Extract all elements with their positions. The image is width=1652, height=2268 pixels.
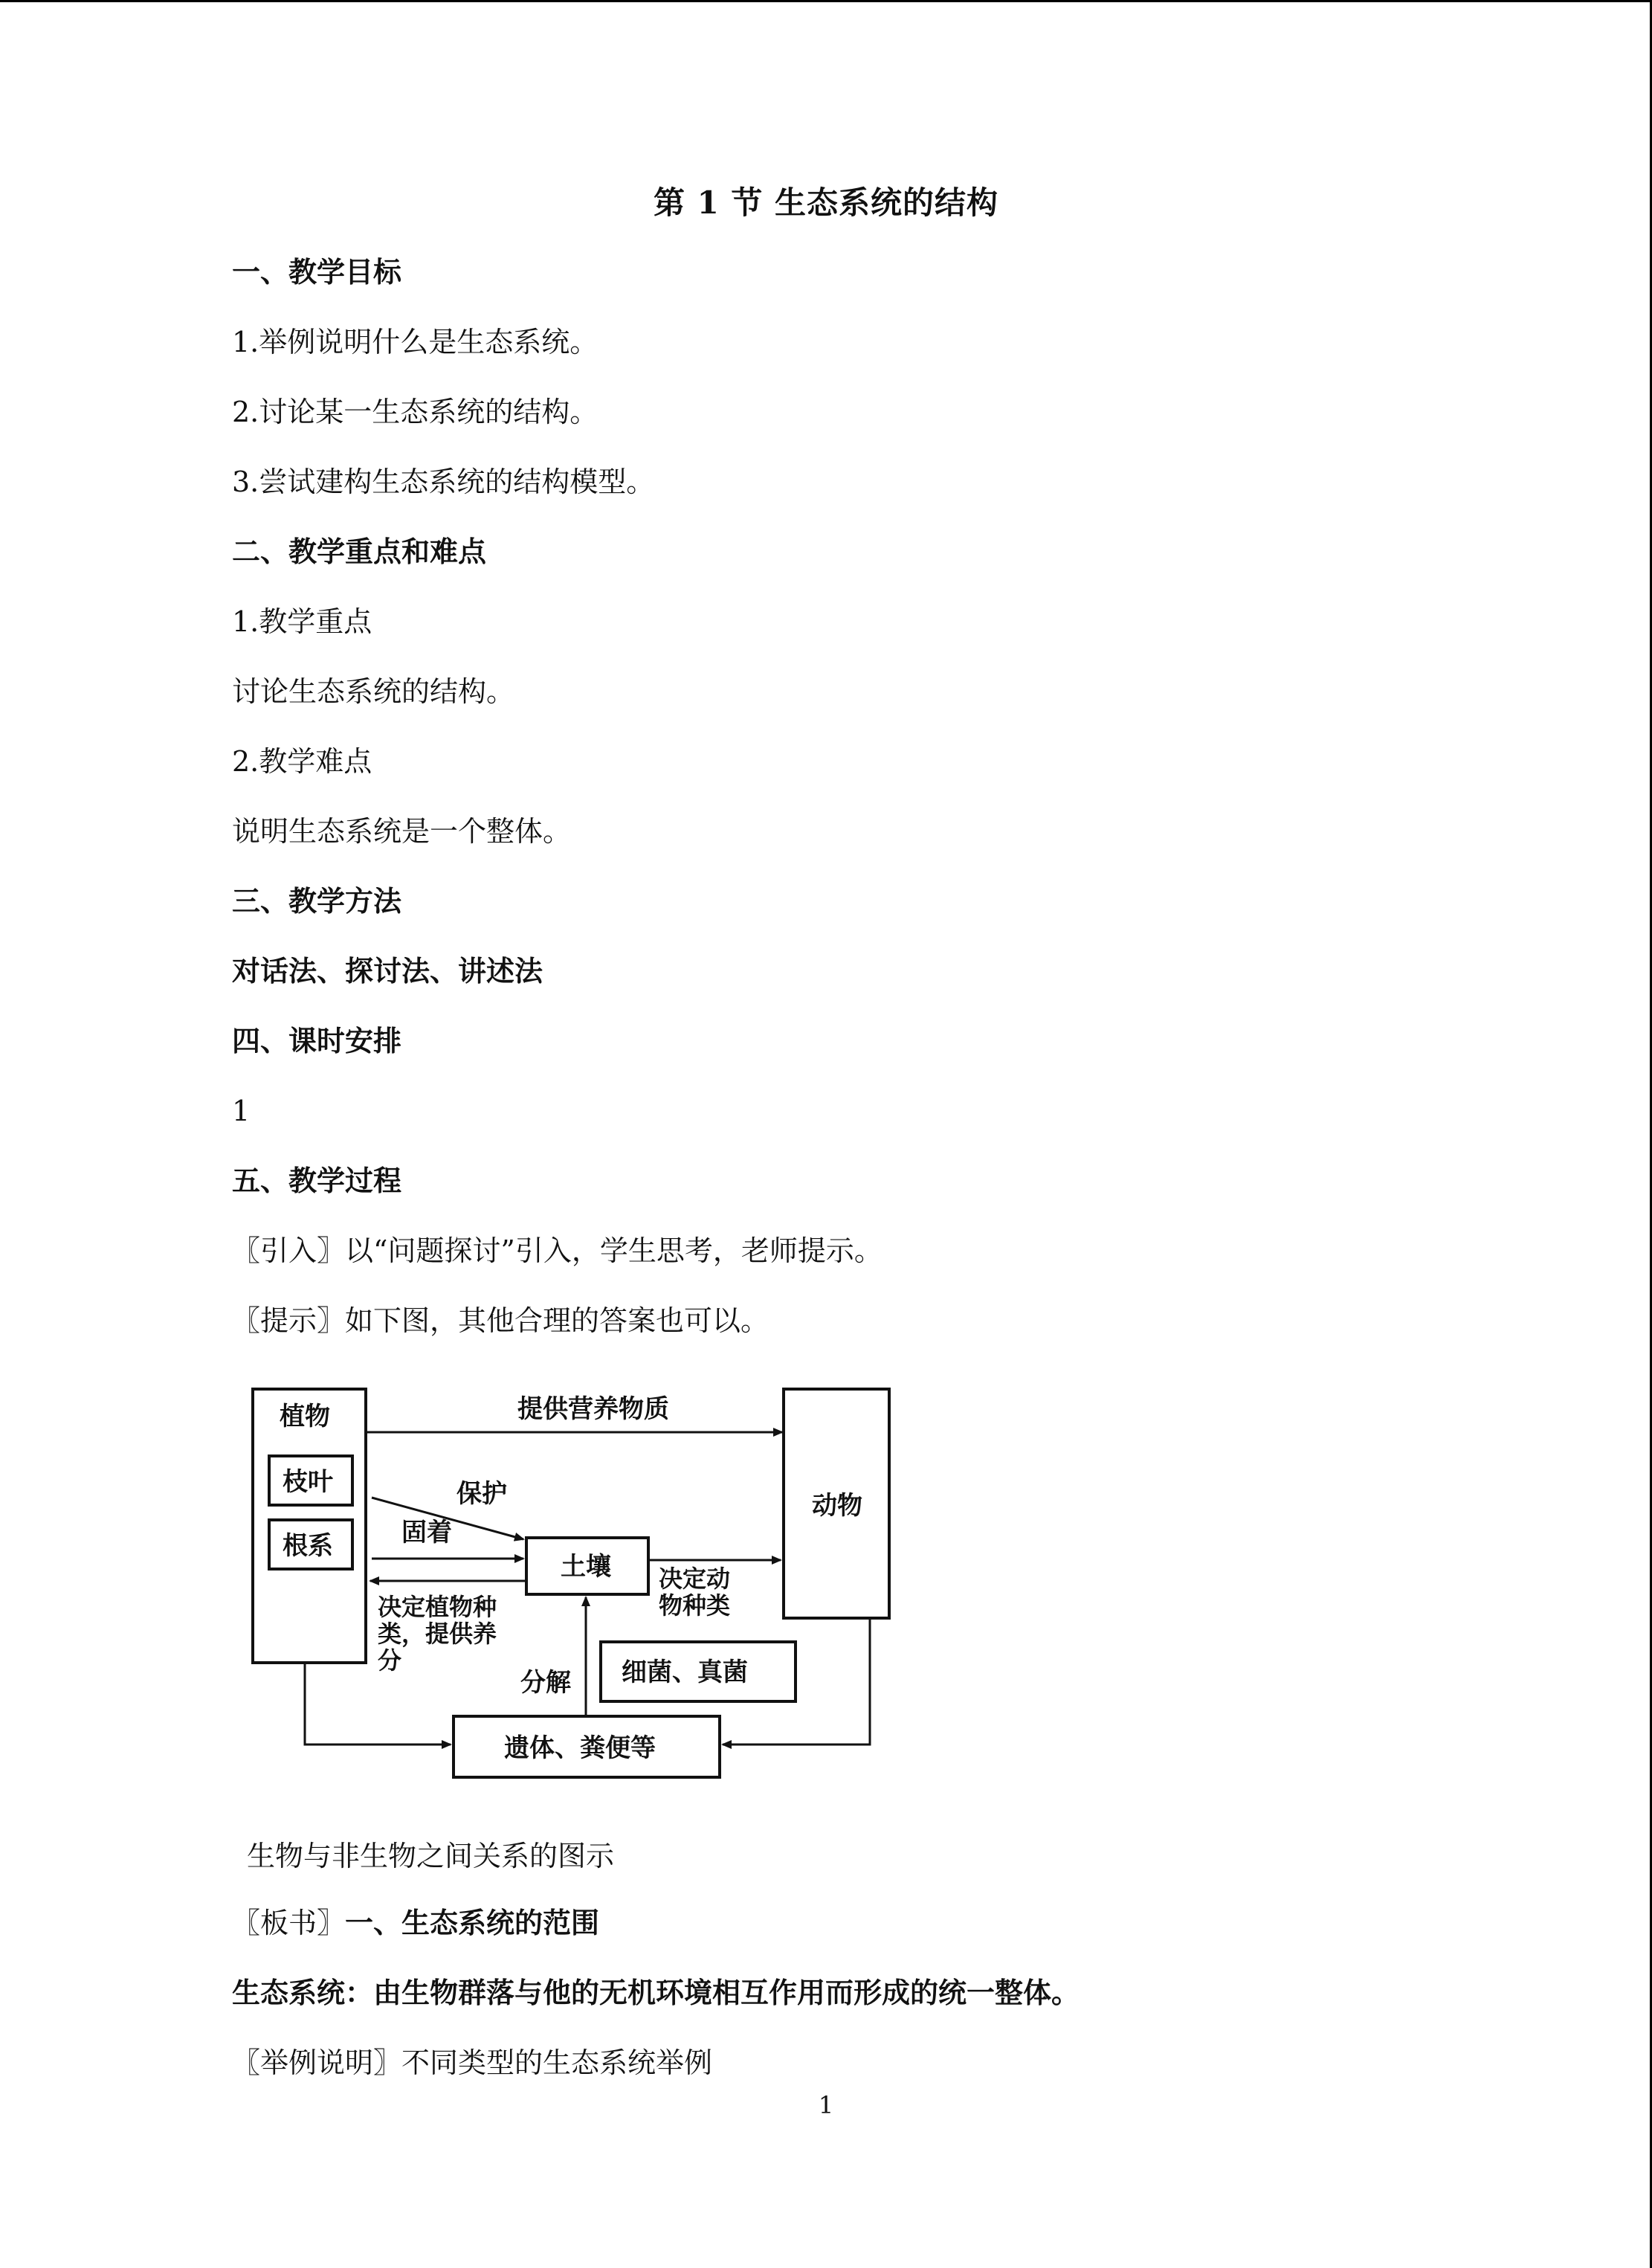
board-line <box>232 1905 599 1941</box>
plant-label: 植物 <box>280 1402 330 1431</box>
section-heading-hours: 四、课时安排 <box>232 1024 402 1057</box>
section-heading-methods: 三、教学方法 <box>232 884 402 918</box>
protect-label: 保护 <box>456 1479 507 1509</box>
plant-effect-label-1: 决定植物种 <box>378 1593 497 1621</box>
plant-effect-label-2: 类，提供养 <box>378 1620 497 1648</box>
board-prefix: 〖板书〗 <box>232 1907 346 1939</box>
animal-effect-label-1: 决定动 <box>659 1565 731 1593</box>
goal-item-1: 1.举例说明什么是生态系统。 <box>232 326 598 358</box>
leaf-label: 枝叶 <box>283 1467 333 1497</box>
relationship-diagram <box>245 1376 900 1792</box>
difficulty-heading: 2.教学难点 <box>232 745 372 778</box>
section-heading-focus: 二、教学重点和难点 <box>232 535 487 568</box>
diagram-caption: 生物与非生物之间关系的图示 <box>247 1840 615 1872</box>
difficulty-text: 说明生态系统是一个整体。 <box>232 815 572 848</box>
hours-value: 1 <box>232 1095 251 1127</box>
hint-line: 〖提示〗如下图，其他合理的答案也可以。 <box>232 1304 769 1337</box>
section-heading-process: 五、教学过程 <box>232 1164 402 1197</box>
animal-label: 动物 <box>812 1491 862 1521</box>
example-prefix: 〖举例说明〗 <box>232 2046 402 2079</box>
focus-heading: 1.教学重点 <box>232 605 372 638</box>
example-line <box>232 2045 712 2081</box>
focus-text: 讨论生态系统的结构。 <box>232 675 515 708</box>
animal-effect-label-2: 物种类 <box>659 1591 731 1620</box>
example-text: 不同类型的生态系统举例 <box>401 2046 713 2079</box>
microbes-label: 细菌、真菌 <box>622 1657 748 1687</box>
page-title: 第 1 节 生态系统的结构 <box>653 184 999 221</box>
plant-to-remains-arrow <box>305 1663 451 1745</box>
page-number: 1 <box>818 2091 834 2119</box>
goal-item-3: 3.尝试建构生态系统的结构模型。 <box>232 465 655 498</box>
plant-effect-label-3: 分 <box>378 1646 402 1675</box>
decompose-label: 分解 <box>520 1668 571 1698</box>
root-label: 根系 <box>283 1531 333 1561</box>
goal-item-2: 2.讨论某一生态系统的结构。 <box>232 396 598 428</box>
section-heading-goals: 一、教学目标 <box>232 255 402 289</box>
board-heading: 一、生态系统的范围 <box>345 1906 600 1939</box>
remains-label: 遗体、粪便等 <box>504 1733 656 1763</box>
methods-text: 对话法、探讨法、讲述法 <box>232 954 543 988</box>
definition-text: 生态系统：由生物群落与他的无机环境相互作用而形成的统一整体。 <box>232 1976 1080 2009</box>
nutrition-label: 提供营养物质 <box>517 1394 669 1424</box>
fix-label: 固着 <box>401 1518 452 1547</box>
soil-label: 土壤 <box>561 1552 611 1582</box>
intro-line: 〖引入〗以“问题探讨”引入，学生思考，老师提示。 <box>232 1234 883 1267</box>
